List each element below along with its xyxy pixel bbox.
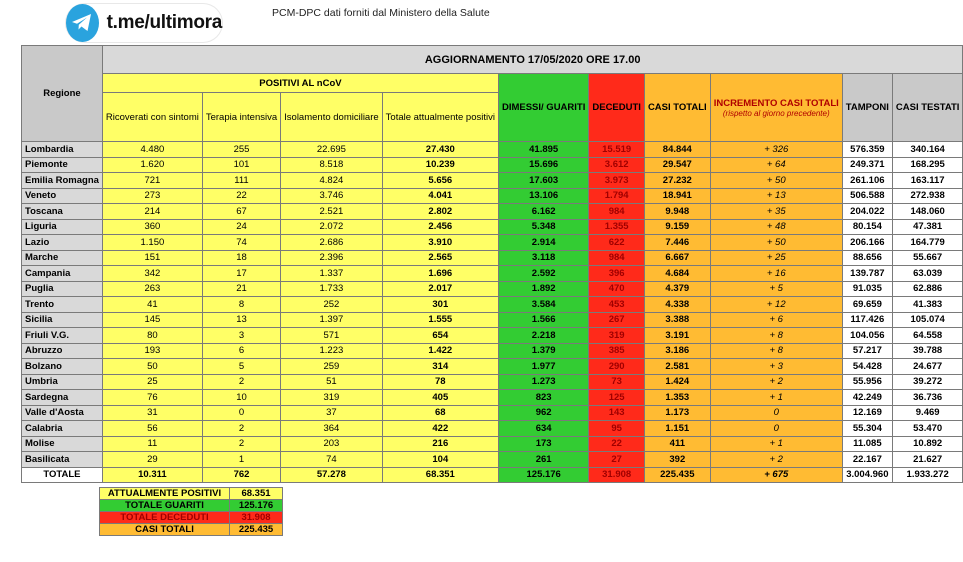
cell-casi-totali: 7.446 — [644, 235, 710, 251]
header-positivi: POSITIVI AL nCoV — [102, 74, 498, 93]
table-row — [22, 452, 963, 468]
cell-casi-totali: 3.388 — [644, 312, 710, 328]
cell-isolamento: 2.521 — [281, 204, 383, 220]
cell-ricoverati: 4.480 — [102, 142, 202, 158]
cell-terapia-intensiva: 22 — [202, 188, 280, 204]
table-row — [22, 157, 963, 173]
cell-deceduti: 319 — [589, 328, 645, 344]
cell-dimessi-guariti: 41.895 — [498, 142, 588, 158]
cell-tamponi: 117.426 — [842, 312, 892, 328]
cell-dimessi-guariti: 5.348 — [498, 219, 588, 235]
table-row — [22, 421, 963, 437]
cell-deceduti: 15.519 — [589, 142, 645, 158]
total-deceduti: 31.908 — [589, 467, 645, 482]
cell-terapia-intensiva: 67 — [202, 204, 280, 220]
cell-casi-totali: 4.338 — [644, 297, 710, 313]
cell-incremento: + 25 — [710, 250, 842, 266]
total-ricoverati: 10.311 — [102, 467, 202, 482]
cell-casi-testati: 10.892 — [892, 436, 963, 452]
cell-region-name: Emilia Romagna — [22, 173, 103, 189]
cell-casi-totali: 18.941 — [644, 188, 710, 204]
cell-terapia-intensiva: 1 — [202, 452, 280, 468]
cell-region-name: Friuli V.G. — [22, 328, 103, 344]
cell-region-name: Puglia — [22, 281, 103, 297]
cell-incremento: 0 — [710, 405, 842, 421]
cell-region-name: Sicilia — [22, 312, 103, 328]
cell-tamponi: 55.956 — [842, 374, 892, 390]
incremento-note: (rispetto al giorno precedente) — [722, 108, 830, 118]
cell-tamponi: 204.022 — [842, 204, 892, 220]
total-incremento: + 675 — [710, 467, 842, 482]
table-row — [22, 142, 963, 158]
summary-row — [100, 500, 283, 512]
cell-tamponi: 12.169 — [842, 405, 892, 421]
cell-casi-totali: 1.173 — [644, 405, 710, 421]
cell-tamponi: 139.787 — [842, 266, 892, 282]
cell-deceduti: 290 — [589, 359, 645, 375]
cell-dimessi-guariti: 823 — [498, 390, 588, 406]
cell-deceduti: 984 — [589, 250, 645, 266]
cell-isolamento: 203 — [281, 436, 383, 452]
cell-deceduti: 396 — [589, 266, 645, 282]
summary-value: 125.176 — [230, 500, 283, 512]
cell-terapia-intensiva: 2 — [202, 374, 280, 390]
cell-casi-totali: 1.424 — [644, 374, 710, 390]
cell-dimessi-guariti: 1.566 — [498, 312, 588, 328]
table-row — [22, 204, 963, 220]
cell-casi-totali: 3.186 — [644, 343, 710, 359]
cell-terapia-intensiva: 74 — [202, 235, 280, 251]
channel-label: t.me/ultimora — [106, 12, 222, 33]
cell-incremento: + 326 — [710, 142, 842, 158]
update-title: AGGIORNAMENTO 17/05/2020 ORE 17.00 — [102, 46, 963, 74]
table-row — [22, 266, 963, 282]
header-isolamento: Isolamento domiciliare — [281, 93, 383, 142]
cell-dimessi-guariti: 2.218 — [498, 328, 588, 344]
cell-totale-positivi: 216 — [382, 436, 498, 452]
cell-region-name: Toscana — [22, 204, 103, 220]
cell-region-name: Veneto — [22, 188, 103, 204]
cell-incremento: + 5 — [710, 281, 842, 297]
table-row — [22, 235, 963, 251]
cell-totale-positivi: 314 — [382, 359, 498, 375]
cell-tamponi: 69.659 — [842, 297, 892, 313]
table-row — [22, 250, 963, 266]
summary-label: ATTUALMENTE POSITIVI — [100, 488, 230, 500]
cell-dimessi-guariti: 2.592 — [498, 266, 588, 282]
cell-tamponi: 104.056 — [842, 328, 892, 344]
cell-incremento: + 8 — [710, 328, 842, 344]
cell-casi-totali: 411 — [644, 436, 710, 452]
summary-label: TOTALE DECEDUTI — [100, 512, 230, 524]
summary-value: 31.908 — [230, 512, 283, 524]
summary-table — [99, 487, 283, 536]
total-totale-positivi: 68.351 — [382, 467, 498, 482]
cell-incremento: + 50 — [710, 235, 842, 251]
cell-deceduti: 1.794 — [589, 188, 645, 204]
cell-incremento: + 16 — [710, 266, 842, 282]
cell-deceduti: 385 — [589, 343, 645, 359]
total-dimessi-guariti: 125.176 — [498, 467, 588, 482]
cell-tamponi: 57.217 — [842, 343, 892, 359]
cell-tamponi: 54.428 — [842, 359, 892, 375]
cell-deceduti: 73 — [589, 374, 645, 390]
cell-casi-testati: 39.788 — [892, 343, 963, 359]
cell-casi-testati: 64.558 — [892, 328, 963, 344]
cell-dimessi-guariti: 3.118 — [498, 250, 588, 266]
header-incremento — [710, 74, 842, 142]
cell-terapia-intensiva: 17 — [202, 266, 280, 282]
header-casi-testati: CASI TESTATI — [892, 74, 963, 142]
cell-isolamento: 2.396 — [281, 250, 383, 266]
cell-terapia-intensiva: 24 — [202, 219, 280, 235]
cell-incremento: + 12 — [710, 297, 842, 313]
cell-region-name: Abruzzo — [22, 343, 103, 359]
cell-terapia-intensiva: 111 — [202, 173, 280, 189]
cell-isolamento: 571 — [281, 328, 383, 344]
cell-dimessi-guariti: 17.603 — [498, 173, 588, 189]
cell-casi-testati: 163.117 — [892, 173, 963, 189]
cell-terapia-intensiva: 0 — [202, 405, 280, 421]
cell-ricoverati: 193 — [102, 343, 202, 359]
cell-casi-testati: 36.736 — [892, 390, 963, 406]
cell-terapia-intensiva: 2 — [202, 421, 280, 437]
cell-region-name: Molise — [22, 436, 103, 452]
cell-tamponi: 506.588 — [842, 188, 892, 204]
cell-casi-testati: 63.039 — [892, 266, 963, 282]
cell-incremento: + 13 — [710, 188, 842, 204]
cell-casi-totali: 84.844 — [644, 142, 710, 158]
cell-casi-testati: 272.938 — [892, 188, 963, 204]
header-terapia: Terapia intensiva — [202, 93, 280, 142]
cell-casi-testati: 24.677 — [892, 359, 963, 375]
summary-label: CASI TOTALI — [100, 524, 230, 536]
table-row — [22, 297, 963, 313]
cell-terapia-intensiva: 2 — [202, 436, 280, 452]
telegram-channel-link[interactable] — [66, 4, 222, 42]
cell-casi-totali: 6.667 — [644, 250, 710, 266]
cell-totale-positivi: 2.802 — [382, 204, 498, 220]
cell-tamponi: 22.167 — [842, 452, 892, 468]
cell-totale-positivi: 2.565 — [382, 250, 498, 266]
cell-casi-totali: 3.191 — [644, 328, 710, 344]
cell-incremento: + 2 — [710, 374, 842, 390]
cell-region-name: Piemonte — [22, 157, 103, 173]
cell-deceduti: 622 — [589, 235, 645, 251]
cell-tamponi: 11.085 — [842, 436, 892, 452]
cell-casi-testati: 21.627 — [892, 452, 963, 468]
cell-totale-positivi: 78 — [382, 374, 498, 390]
table-row — [22, 219, 963, 235]
cell-ricoverati: 263 — [102, 281, 202, 297]
cell-incremento: + 2 — [710, 452, 842, 468]
cell-isolamento: 1.223 — [281, 343, 383, 359]
cell-ricoverati: 41 — [102, 297, 202, 313]
cell-deceduti: 470 — [589, 281, 645, 297]
cell-incremento: + 1 — [710, 436, 842, 452]
cell-ricoverati: 11 — [102, 436, 202, 452]
cell-tamponi: 576.359 — [842, 142, 892, 158]
cell-incremento: + 3 — [710, 359, 842, 375]
cell-terapia-intensiva: 10 — [202, 390, 280, 406]
header-deceduti: DECEDUTI — [589, 74, 645, 142]
cell-region-name: Valle d'Aosta — [22, 405, 103, 421]
cell-isolamento: 252 — [281, 297, 383, 313]
cell-tamponi: 42.249 — [842, 390, 892, 406]
total-isolamento: 57.278 — [281, 467, 383, 482]
header-dimessi: DIMESSI/ GUARITI — [498, 74, 588, 142]
cell-deceduti: 1.355 — [589, 219, 645, 235]
cell-casi-testati: 55.667 — [892, 250, 963, 266]
cell-terapia-intensiva: 21 — [202, 281, 280, 297]
cell-region-name: Marche — [22, 250, 103, 266]
cell-incremento: + 8 — [710, 343, 842, 359]
cell-deceduti: 3.973 — [589, 173, 645, 189]
cell-dimessi-guariti: 13.106 — [498, 188, 588, 204]
cell-region-name: Campania — [22, 266, 103, 282]
cell-dimessi-guariti: 3.584 — [498, 297, 588, 313]
summary-value: 225.435 — [230, 524, 283, 536]
cell-incremento: 0 — [710, 421, 842, 437]
table-row — [22, 436, 963, 452]
cell-casi-testati: 105.074 — [892, 312, 963, 328]
table-row — [22, 343, 963, 359]
cell-totale-positivi: 4.041 — [382, 188, 498, 204]
cell-totale-positivi: 2.456 — [382, 219, 498, 235]
total-region-name: TOTALE — [22, 467, 103, 482]
cell-ricoverati: 151 — [102, 250, 202, 266]
cell-incremento: + 48 — [710, 219, 842, 235]
table-row — [22, 390, 963, 406]
cell-isolamento: 51 — [281, 374, 383, 390]
cell-casi-testati: 62.886 — [892, 281, 963, 297]
cell-totale-positivi: 3.910 — [382, 235, 498, 251]
total-casi-testati: 1.933.272 — [892, 467, 963, 482]
cell-tamponi: 91.035 — [842, 281, 892, 297]
total-tamponi: 3.004.960 — [842, 467, 892, 482]
cell-incremento: + 64 — [710, 157, 842, 173]
cell-casi-totali: 1.151 — [644, 421, 710, 437]
cell-deceduti: 267 — [589, 312, 645, 328]
cell-dimessi-guariti: 962 — [498, 405, 588, 421]
cell-isolamento: 3.746 — [281, 188, 383, 204]
table-row — [22, 173, 963, 189]
cell-totale-positivi: 1.422 — [382, 343, 498, 359]
cell-casi-totali: 27.232 — [644, 173, 710, 189]
cell-casi-totali: 4.684 — [644, 266, 710, 282]
cell-casi-totali: 4.379 — [644, 281, 710, 297]
cell-totale-positivi: 104 — [382, 452, 498, 468]
cell-ricoverati: 342 — [102, 266, 202, 282]
cell-isolamento: 8.518 — [281, 157, 383, 173]
header-totale-positivi: Totale attualmente positivi — [382, 93, 498, 142]
table-row — [22, 281, 963, 297]
cell-casi-testati: 340.164 — [892, 142, 963, 158]
cell-isolamento: 1.397 — [281, 312, 383, 328]
cell-tamponi: 261.106 — [842, 173, 892, 189]
cell-isolamento: 2.686 — [281, 235, 383, 251]
summary-row — [100, 524, 283, 536]
total-terapia-intensiva: 762 — [202, 467, 280, 482]
cell-casi-testati: 9.469 — [892, 405, 963, 421]
cell-region-name: Bolzano — [22, 359, 103, 375]
cell-region-name: Basilicata — [22, 452, 103, 468]
cell-dimessi-guariti: 173 — [498, 436, 588, 452]
cell-totale-positivi: 1.555 — [382, 312, 498, 328]
cell-totale-positivi: 405 — [382, 390, 498, 406]
cell-deceduti: 453 — [589, 297, 645, 313]
cell-region-name: Liguria — [22, 219, 103, 235]
cell-casi-totali: 29.547 — [644, 157, 710, 173]
cell-dimessi-guariti: 1.977 — [498, 359, 588, 375]
cell-deceduti: 143 — [589, 405, 645, 421]
cell-dimessi-guariti: 1.273 — [498, 374, 588, 390]
cell-terapia-intensiva: 101 — [202, 157, 280, 173]
header-ricoverati: Ricoverati con sintomi — [102, 93, 202, 142]
cell-casi-totali: 1.353 — [644, 390, 710, 406]
cell-ricoverati: 76 — [102, 390, 202, 406]
cell-deceduti: 3.612 — [589, 157, 645, 173]
cell-casi-testati: 39.272 — [892, 374, 963, 390]
cell-tamponi: 88.656 — [842, 250, 892, 266]
cell-isolamento: 319 — [281, 390, 383, 406]
cell-ricoverati: 29 — [102, 452, 202, 468]
summary-label: TOTALE GUARITI — [100, 500, 230, 512]
cell-deceduti: 125 — [589, 390, 645, 406]
cell-totale-positivi: 10.239 — [382, 157, 498, 173]
cell-tamponi: 249.371 — [842, 157, 892, 173]
cell-casi-testati: 53.470 — [892, 421, 963, 437]
cell-totale-positivi: 2.017 — [382, 281, 498, 297]
cell-region-name: Trento — [22, 297, 103, 313]
cell-casi-totali: 392 — [644, 452, 710, 468]
cell-ricoverati: 214 — [102, 204, 202, 220]
cell-ricoverati: 1.150 — [102, 235, 202, 251]
header-casi-totali: CASI TOTALI — [644, 74, 710, 142]
cell-incremento: + 6 — [710, 312, 842, 328]
cell-totale-positivi: 1.696 — [382, 266, 498, 282]
cell-ricoverati: 721 — [102, 173, 202, 189]
cell-dimessi-guariti: 2.914 — [498, 235, 588, 251]
regional-data-table — [21, 45, 963, 483]
cell-ricoverati: 1.620 — [102, 157, 202, 173]
cell-terapia-intensiva: 8 — [202, 297, 280, 313]
cell-ricoverati: 31 — [102, 405, 202, 421]
cell-terapia-intensiva: 13 — [202, 312, 280, 328]
total-casi-totali: 225.435 — [644, 467, 710, 482]
cell-dimessi-guariti: 15.696 — [498, 157, 588, 173]
telegram-icon — [66, 4, 99, 42]
total-row — [22, 467, 963, 482]
table-row — [22, 328, 963, 344]
table-row — [22, 374, 963, 390]
cell-isolamento: 37 — [281, 405, 383, 421]
cell-casi-testati: 164.779 — [892, 235, 963, 251]
table-row — [22, 312, 963, 328]
cell-region-name: Calabria — [22, 421, 103, 437]
table-row — [22, 359, 963, 375]
cell-casi-totali: 9.159 — [644, 219, 710, 235]
cell-ricoverati: 50 — [102, 359, 202, 375]
cell-totale-positivi: 654 — [382, 328, 498, 344]
cell-casi-totali: 9.948 — [644, 204, 710, 220]
cell-isolamento: 1.337 — [281, 266, 383, 282]
cell-region-name: Umbria — [22, 374, 103, 390]
cell-isolamento: 22.695 — [281, 142, 383, 158]
cell-dimessi-guariti: 1.379 — [498, 343, 588, 359]
cell-ricoverati: 360 — [102, 219, 202, 235]
summary-row — [100, 488, 283, 500]
cell-tamponi: 80.154 — [842, 219, 892, 235]
cell-incremento: + 50 — [710, 173, 842, 189]
cell-dimessi-guariti: 6.162 — [498, 204, 588, 220]
cell-terapia-intensiva: 255 — [202, 142, 280, 158]
table-row — [22, 405, 963, 421]
cell-isolamento: 74 — [281, 452, 383, 468]
cell-isolamento: 259 — [281, 359, 383, 375]
header-region: Regione — [22, 46, 103, 142]
cell-ricoverati: 56 — [102, 421, 202, 437]
cell-deceduti: 22 — [589, 436, 645, 452]
summary-row — [100, 512, 283, 524]
cell-deceduti: 27 — [589, 452, 645, 468]
cell-ricoverati: 80 — [102, 328, 202, 344]
cell-casi-testati: 41.383 — [892, 297, 963, 313]
cell-isolamento: 364 — [281, 421, 383, 437]
cell-casi-testati: 148.060 — [892, 204, 963, 220]
cell-deceduti: 95 — [589, 421, 645, 437]
cell-casi-testati: 47.381 — [892, 219, 963, 235]
source-caption: PCM-DPC dati forniti dal Ministero della Salute — [272, 7, 490, 19]
cell-ricoverati: 273 — [102, 188, 202, 204]
cell-terapia-intensiva: 5 — [202, 359, 280, 375]
cell-casi-totali: 2.581 — [644, 359, 710, 375]
cell-dimessi-guariti: 261 — [498, 452, 588, 468]
cell-terapia-intensiva: 3 — [202, 328, 280, 344]
cell-incremento: + 35 — [710, 204, 842, 220]
cell-isolamento: 2.072 — [281, 219, 383, 235]
summary-value: 68.351 — [230, 488, 283, 500]
cell-region-name: Lazio — [22, 235, 103, 251]
cell-ricoverati: 25 — [102, 374, 202, 390]
cell-terapia-intensiva: 18 — [202, 250, 280, 266]
table-row — [22, 188, 963, 204]
cell-deceduti: 984 — [589, 204, 645, 220]
cell-terapia-intensiva: 6 — [202, 343, 280, 359]
cell-dimessi-guariti: 634 — [498, 421, 588, 437]
cell-isolamento: 1.733 — [281, 281, 383, 297]
cell-isolamento: 4.824 — [281, 173, 383, 189]
cell-casi-testati: 168.295 — [892, 157, 963, 173]
cell-totale-positivi: 5.656 — [382, 173, 498, 189]
cell-totale-positivi: 27.430 — [382, 142, 498, 158]
cell-dimessi-guariti: 1.892 — [498, 281, 588, 297]
cell-region-name: Lombardia — [22, 142, 103, 158]
header-tamponi: TAMPONI — [842, 74, 892, 142]
cell-tamponi: 55.304 — [842, 421, 892, 437]
cell-ricoverati: 145 — [102, 312, 202, 328]
incremento-title: INCREMENTO CASI TOTALI — [713, 97, 839, 109]
cell-totale-positivi: 301 — [382, 297, 498, 313]
cell-tamponi: 206.166 — [842, 235, 892, 251]
cell-totale-positivi: 68 — [382, 405, 498, 421]
cell-incremento: + 1 — [710, 390, 842, 406]
cell-totale-positivi: 422 — [382, 421, 498, 437]
cell-region-name: Sardegna — [22, 390, 103, 406]
